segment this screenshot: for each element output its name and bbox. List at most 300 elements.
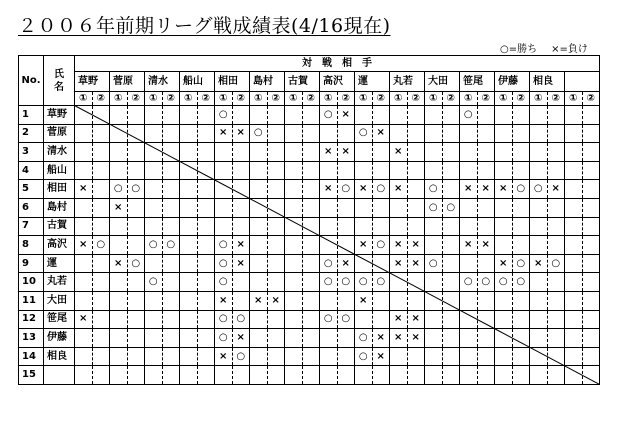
result-game1 <box>320 329 338 348</box>
result-game2 <box>197 273 215 292</box>
no-header: No. <box>19 56 44 106</box>
player-row <box>19 198 600 217</box>
result-game2: ○ <box>337 273 355 292</box>
result-game2: × <box>337 254 355 273</box>
result-game1: ○ <box>355 124 373 143</box>
result-game1 <box>495 291 513 310</box>
result-game2 <box>512 143 530 162</box>
result-game2 <box>162 124 180 143</box>
result-game1: × <box>75 236 93 255</box>
player-row <box>19 254 600 273</box>
player-name <box>44 366 75 385</box>
result-game1 <box>75 161 93 180</box>
player-name: 草野 <box>44 106 75 125</box>
result-game2 <box>477 254 495 273</box>
player-number: 5 <box>19 180 44 199</box>
result-game1: ○ <box>145 236 163 255</box>
result-game2 <box>197 236 215 255</box>
result-game2 <box>92 291 110 310</box>
result-game2 <box>127 124 145 143</box>
result-game2 <box>547 143 565 162</box>
result-game1 <box>425 347 443 366</box>
result-game2 <box>197 291 215 310</box>
result-game1 <box>180 366 198 385</box>
player-number: 2 <box>19 124 44 143</box>
result-game2 <box>582 106 600 125</box>
result-game2 <box>92 124 110 143</box>
result-game2 <box>337 161 355 180</box>
result-game2 <box>477 217 495 236</box>
result-game2 <box>232 161 250 180</box>
result-game2 <box>337 291 355 310</box>
result-game2 <box>407 124 425 143</box>
player-row <box>19 143 600 162</box>
result-game2 <box>302 291 320 310</box>
result-game2: ○ <box>372 180 390 199</box>
result-game1 <box>110 106 128 125</box>
result-game1 <box>565 329 583 348</box>
result-game2: × <box>232 329 250 348</box>
result-game1 <box>250 236 268 255</box>
result-game1 <box>495 198 513 217</box>
game2-label: ② <box>442 92 460 106</box>
result-game1 <box>530 161 548 180</box>
result-game2 <box>267 161 285 180</box>
result-game2 <box>442 161 460 180</box>
result-game1 <box>565 161 583 180</box>
result-game1 <box>75 254 93 273</box>
result-game2 <box>407 143 425 162</box>
result-game2 <box>127 161 145 180</box>
result-game2 <box>127 347 145 366</box>
result-game1 <box>565 347 583 366</box>
result-game2 <box>512 198 530 217</box>
result-game2 <box>512 291 530 310</box>
result-game2: × <box>477 180 495 199</box>
result-game2 <box>337 347 355 366</box>
result-game1 <box>145 161 163 180</box>
result-game2 <box>582 366 600 385</box>
result-game2 <box>162 106 180 125</box>
player-number: 11 <box>19 291 44 310</box>
result-game1 <box>425 273 443 292</box>
result-game1 <box>75 291 93 310</box>
result-game2 <box>127 291 145 310</box>
result-game1 <box>425 143 443 162</box>
result-game1 <box>495 217 513 236</box>
result-game1 <box>425 106 443 125</box>
result-game2 <box>582 310 600 329</box>
result-game1 <box>320 124 338 143</box>
result-game1 <box>285 366 303 385</box>
result-game1 <box>110 273 128 292</box>
game1-label: ① <box>110 92 128 106</box>
result-game2 <box>162 254 180 273</box>
result-game2 <box>442 329 460 348</box>
result-game2 <box>442 180 460 199</box>
result-game1: ○ <box>320 106 338 125</box>
game1-label: ① <box>215 92 233 106</box>
result-game1 <box>110 291 128 310</box>
result-game1 <box>425 236 443 255</box>
result-game2 <box>372 366 390 385</box>
game2-label: ② <box>127 92 145 106</box>
result-game2 <box>477 291 495 310</box>
result-game1 <box>495 310 513 329</box>
result-game1: ○ <box>215 329 233 348</box>
result-game1 <box>530 347 548 366</box>
result-game2 <box>267 366 285 385</box>
game1-label: ① <box>425 92 443 106</box>
result-game2 <box>547 310 565 329</box>
result-game1 <box>215 161 233 180</box>
result-game1: ○ <box>320 273 338 292</box>
result-game2 <box>372 291 390 310</box>
player-number: 4 <box>19 161 44 180</box>
result-game1 <box>75 273 93 292</box>
result-game1: × <box>495 180 513 199</box>
result-game1 <box>75 106 93 125</box>
result-game1 <box>565 310 583 329</box>
player-row <box>19 310 600 329</box>
result-game2 <box>302 366 320 385</box>
result-game1 <box>250 143 268 162</box>
result-game1 <box>145 310 163 329</box>
player-name: 相良 <box>44 347 75 366</box>
result-game1 <box>180 143 198 162</box>
result-game2: × <box>232 124 250 143</box>
result-game1 <box>250 310 268 329</box>
opponent-name <box>565 72 600 92</box>
result-game1: × <box>215 124 233 143</box>
result-game1 <box>425 310 443 329</box>
result-game2 <box>267 254 285 273</box>
result-game1 <box>75 366 93 385</box>
result-game2: ○ <box>232 310 250 329</box>
result-game2 <box>267 273 285 292</box>
result-game1 <box>495 236 513 255</box>
result-game2 <box>197 310 215 329</box>
opponent-name: 大田 <box>425 72 460 92</box>
result-game1 <box>285 310 303 329</box>
result-game1 <box>565 143 583 162</box>
result-game2 <box>442 273 460 292</box>
result-game2 <box>407 366 425 385</box>
result-game1: ○ <box>460 273 478 292</box>
name-header: 氏 名 <box>44 56 75 106</box>
result-game2: ○ <box>442 198 460 217</box>
result-game1: ○ <box>145 273 163 292</box>
result-game1 <box>145 198 163 217</box>
result-game1: × <box>215 347 233 366</box>
result-game2 <box>232 180 250 199</box>
result-game1 <box>75 143 93 162</box>
game2-label: ② <box>267 92 285 106</box>
result-game2 <box>127 217 145 236</box>
result-game1 <box>565 106 583 125</box>
result-game1 <box>75 329 93 348</box>
opponent-name: 相良 <box>530 72 565 92</box>
result-game2 <box>442 291 460 310</box>
result-game1 <box>180 106 198 125</box>
result-game1 <box>75 124 93 143</box>
result-game1 <box>460 347 478 366</box>
game1-label: ① <box>565 92 583 106</box>
game2-label: ② <box>162 92 180 106</box>
result-game1 <box>495 106 513 125</box>
result-game2: × <box>407 329 425 348</box>
result-game2 <box>512 310 530 329</box>
result-game1: ○ <box>215 236 233 255</box>
result-game1 <box>460 329 478 348</box>
result-game1 <box>250 254 268 273</box>
result-game2 <box>512 329 530 348</box>
result-game1 <box>180 180 198 199</box>
game2-label: ② <box>92 92 110 106</box>
result-game1: × <box>390 236 408 255</box>
game2-label: ② <box>407 92 425 106</box>
result-game2 <box>442 254 460 273</box>
result-game1: × <box>75 180 93 199</box>
result-game2 <box>232 366 250 385</box>
result-game2 <box>267 310 285 329</box>
result-game1 <box>530 366 548 385</box>
result-game2 <box>92 329 110 348</box>
result-game2 <box>337 124 355 143</box>
result-game2: × <box>337 143 355 162</box>
opponent-name: 伊藤 <box>495 72 530 92</box>
player-row <box>19 329 600 348</box>
player-name: 船山 <box>44 161 75 180</box>
result-game2 <box>547 273 565 292</box>
result-game2 <box>407 198 425 217</box>
result-game2 <box>127 143 145 162</box>
result-game1 <box>110 310 128 329</box>
result-game1 <box>355 143 373 162</box>
result-game1 <box>75 347 93 366</box>
result-game2 <box>127 273 145 292</box>
result-game2 <box>372 198 390 217</box>
result-game2 <box>267 106 285 125</box>
result-game2 <box>232 291 250 310</box>
result-game2 <box>477 161 495 180</box>
result-game1 <box>425 124 443 143</box>
game2-label: ② <box>197 92 215 106</box>
result-game2 <box>582 124 600 143</box>
player-row <box>19 291 600 310</box>
result-game1 <box>180 198 198 217</box>
result-game1 <box>565 198 583 217</box>
result-game1 <box>250 273 268 292</box>
result-game1 <box>180 236 198 255</box>
result-game1: × <box>250 291 268 310</box>
result-game1 <box>530 217 548 236</box>
result-game1: × <box>460 236 478 255</box>
result-game1: × <box>530 254 548 273</box>
player-name: 高沢 <box>44 236 75 255</box>
result-game2: ○ <box>162 236 180 255</box>
game1-label: ① <box>285 92 303 106</box>
result-game1: × <box>390 143 408 162</box>
result-game2 <box>92 217 110 236</box>
legend-loss: ×=負け <box>551 44 588 55</box>
result-game1 <box>530 329 548 348</box>
opponent-name: 笹尾 <box>460 72 495 92</box>
result-game2 <box>302 273 320 292</box>
result-game1 <box>530 273 548 292</box>
result-game2 <box>582 254 600 273</box>
result-game2: ○ <box>127 254 145 273</box>
opponent-name: 清水 <box>145 72 180 92</box>
result-game1 <box>110 347 128 366</box>
result-game1 <box>180 254 198 273</box>
result-game2 <box>337 217 355 236</box>
result-game2: × <box>267 291 285 310</box>
result-game1 <box>180 347 198 366</box>
result-game2 <box>267 124 285 143</box>
result-game2 <box>267 347 285 366</box>
result-game1 <box>145 180 163 199</box>
result-game2 <box>477 106 495 125</box>
result-game1 <box>180 310 198 329</box>
result-game2 <box>337 329 355 348</box>
result-game1 <box>215 217 233 236</box>
result-game2 <box>337 198 355 217</box>
result-game2 <box>302 217 320 236</box>
result-game1 <box>285 236 303 255</box>
result-game1 <box>390 291 408 310</box>
result-game2 <box>547 236 565 255</box>
result-game1 <box>285 347 303 366</box>
result-game2 <box>442 217 460 236</box>
opponent-name: 相田 <box>215 72 250 92</box>
result-game2 <box>407 180 425 199</box>
result-game2 <box>92 347 110 366</box>
result-game2 <box>582 143 600 162</box>
result-game1 <box>250 180 268 199</box>
result-game2 <box>197 124 215 143</box>
result-game2 <box>162 366 180 385</box>
result-game2 <box>582 198 600 217</box>
result-game1 <box>180 291 198 310</box>
result-game2 <box>302 236 320 255</box>
result-game2 <box>512 366 530 385</box>
result-game2 <box>407 106 425 125</box>
result-game1 <box>110 217 128 236</box>
result-game2 <box>582 347 600 366</box>
result-game2 <box>232 143 250 162</box>
result-game1 <box>215 198 233 217</box>
player-row <box>19 124 600 143</box>
result-game1 <box>495 124 513 143</box>
result-game2 <box>127 236 145 255</box>
result-game1: ○ <box>425 254 443 273</box>
game1-label: ① <box>250 92 268 106</box>
player-number: 13 <box>19 329 44 348</box>
result-game1 <box>215 180 233 199</box>
opponent-name: 丸若 <box>390 72 425 92</box>
result-game2: × <box>232 254 250 273</box>
result-game2 <box>267 236 285 255</box>
result-game2 <box>92 106 110 125</box>
player-name: 伊藤 <box>44 329 75 348</box>
result-game1: × <box>75 310 93 329</box>
opponent-name: 草野 <box>75 72 110 92</box>
result-game2 <box>232 217 250 236</box>
result-game1 <box>180 329 198 348</box>
result-game1 <box>565 180 583 199</box>
game2-label: ② <box>477 92 495 106</box>
result-game2 <box>477 124 495 143</box>
game2-label: ② <box>337 92 355 106</box>
result-game1: ○ <box>530 180 548 199</box>
result-game2 <box>92 161 110 180</box>
league-table <box>18 55 600 385</box>
result-game1 <box>320 347 338 366</box>
result-game2 <box>442 143 460 162</box>
result-game1: ○ <box>110 180 128 199</box>
result-game2: × <box>407 254 425 273</box>
result-game2 <box>267 217 285 236</box>
player-number: 14 <box>19 347 44 366</box>
game1-label: ① <box>390 92 408 106</box>
player-name: 島村 <box>44 198 75 217</box>
result-game1: × <box>355 291 373 310</box>
result-game2 <box>372 143 390 162</box>
result-game2: × <box>477 236 495 255</box>
game1-label: ① <box>145 92 163 106</box>
game1-label: ① <box>495 92 513 106</box>
result-game2: ○ <box>512 254 530 273</box>
result-game2 <box>267 180 285 199</box>
result-game1 <box>565 217 583 236</box>
result-game1 <box>565 236 583 255</box>
result-game1 <box>320 217 338 236</box>
game1-label: ① <box>75 92 93 106</box>
result-game1 <box>495 366 513 385</box>
result-game1 <box>110 124 128 143</box>
result-game2 <box>442 310 460 329</box>
result-game1: × <box>460 180 478 199</box>
result-game2 <box>197 329 215 348</box>
result-game1 <box>390 273 408 292</box>
result-game1 <box>460 217 478 236</box>
result-game1 <box>320 161 338 180</box>
result-game2 <box>92 254 110 273</box>
game2-label: ② <box>372 92 390 106</box>
result-game2: ○ <box>477 273 495 292</box>
opponent-name: 高沢 <box>320 72 355 92</box>
result-game2 <box>372 310 390 329</box>
result-game2: ○ <box>127 180 145 199</box>
result-game2: ○ <box>337 180 355 199</box>
result-game1 <box>425 329 443 348</box>
result-game2 <box>162 217 180 236</box>
result-game2 <box>127 106 145 125</box>
result-game1 <box>250 217 268 236</box>
result-game1 <box>285 143 303 162</box>
result-game2 <box>232 198 250 217</box>
result-game1 <box>565 366 583 385</box>
player-row <box>19 106 600 125</box>
result-game1 <box>285 329 303 348</box>
result-game2 <box>162 273 180 292</box>
result-game2 <box>127 329 145 348</box>
result-game2 <box>92 366 110 385</box>
result-game2: ○ <box>337 310 355 329</box>
result-game2 <box>127 366 145 385</box>
result-game2 <box>547 329 565 348</box>
